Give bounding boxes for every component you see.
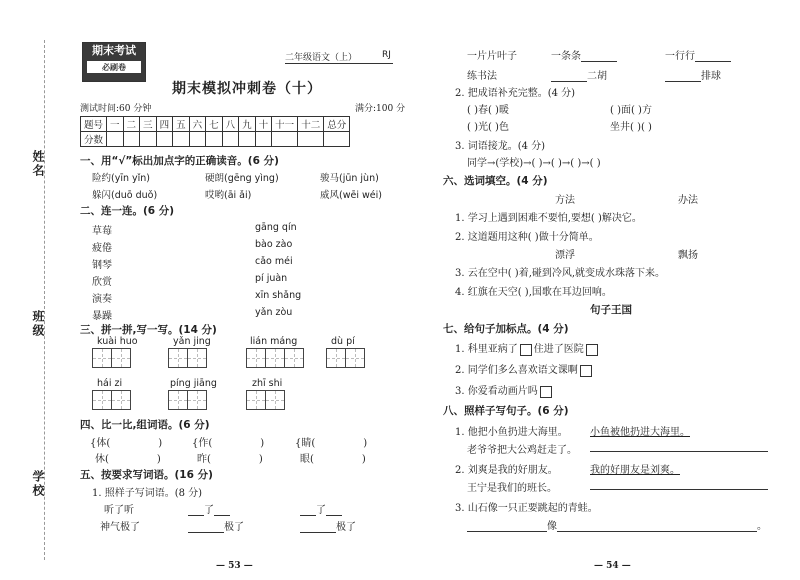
question-2-title: 2. 把成语补充完整。(4 分) [455, 88, 576, 99]
verb-item[interactable]: 二胡 [551, 67, 607, 82]
section-1-title: 一、用“√”标出加点字的正确读音。(6 分) [80, 155, 279, 167]
class-field-label: 班级 [31, 310, 45, 338]
rewrite-prompt: 王宁是我们的班长。 [467, 483, 557, 494]
score-cell: 七 [206, 117, 223, 132]
pronunciation-item[interactable]: 硬朗(gēng yìng) [205, 173, 279, 184]
section-5-title: 五、按要求写词语。(16 分) [80, 469, 213, 481]
score-entry[interactable] [206, 132, 223, 147]
score-cell: 一 [107, 117, 124, 132]
example-sentence: 2. 刘爽是我的好朋友。 [455, 465, 558, 476]
fill-word[interactable]: 极了 [188, 518, 244, 533]
match-right-item[interactable]: gāng qín [255, 222, 297, 233]
measure-word-example: 一片片叶子 [467, 51, 517, 62]
score-cell: 题号 [81, 117, 107, 132]
score-cell: 三 [140, 117, 157, 132]
question-3-title: 3. 词语接龙。(4 分) [455, 141, 546, 152]
grade-label: 二年级语文（上） [285, 50, 393, 64]
pronunciation-item[interactable]: 哎哟(āi ǎi) [205, 190, 252, 201]
score-cell: 二 [123, 117, 140, 132]
writing-grid[interactable] [326, 348, 364, 368]
writing-grid[interactable] [246, 390, 284, 410]
score-entry[interactable] [239, 132, 256, 147]
punctuation-sentence[interactable]: 1. 科里亚病了 住进了医院 [455, 340, 600, 356]
score-cell: 十二 [298, 117, 324, 132]
score-cell: 八 [222, 117, 239, 132]
score-entry[interactable] [173, 132, 190, 147]
score-header-row [81, 117, 350, 132]
writing-grid[interactable] [168, 348, 206, 368]
fill-word[interactable]: 极了 [300, 518, 356, 533]
score-cell: 六 [189, 117, 206, 132]
page-number-right: — 54 — [594, 561, 631, 571]
subquestion-title: 1. 照样子写词语。(8 分) [92, 488, 203, 499]
verb-item[interactable]: 排球 [665, 67, 721, 82]
match-right-item[interactable]: cǎo méi [255, 256, 293, 267]
pinyin-prompt: kuài huo [97, 336, 138, 347]
pinyin-prompt: hái zi [97, 378, 123, 389]
writing-grid[interactable] [168, 390, 206, 410]
score-cell: 九 [239, 117, 256, 132]
score-entry[interactable] [255, 132, 272, 147]
example-word: 听了听 [104, 505, 134, 516]
word-choice: 办法 [678, 195, 698, 206]
section-8-title: 八、照样子写句子。(6 分) [443, 405, 569, 417]
compare-item[interactable]: 眼( ) [300, 454, 366, 465]
school-field-label: 学校 [31, 470, 45, 498]
exam-logo [82, 42, 146, 82]
score-entry[interactable] [272, 132, 298, 147]
score-table [80, 116, 350, 147]
section-4-title: 四、比一比,组词语。(6 分) [80, 419, 210, 431]
match-right-item[interactable]: bào zào [255, 239, 293, 250]
score-entry[interactable] [123, 132, 140, 147]
answer-line[interactable]: 像 。 [467, 517, 767, 532]
rewrite-prompt: 老爷爷把大公鸡赶走了。 [467, 445, 577, 456]
measure-word-item[interactable]: 一行行 [665, 47, 731, 62]
match-left-item[interactable]: 暴躁 [92, 311, 112, 322]
word-choice: 方法 [555, 195, 575, 206]
section-2-title: 二、连一连。(6 分) [80, 205, 175, 217]
score-entry[interactable] [324, 132, 350, 147]
fill-sentence[interactable]: 4. 红旗在天空( ),国歌在耳边回响。 [455, 287, 612, 298]
score-entry[interactable] [107, 132, 124, 147]
score-entry[interactable] [189, 132, 206, 147]
compare-item[interactable]: 休( ) [95, 454, 161, 465]
score-entry[interactable] [298, 132, 324, 147]
page-number-left: — 53 — [216, 561, 253, 571]
punctuation-sentence[interactable]: 3. 你爱看动画片吗 [455, 382, 554, 398]
compare-item[interactable]: {睛( ) [295, 438, 368, 449]
score-cell: 十 [255, 117, 272, 132]
logo-sub: 必刷卷 [87, 61, 141, 73]
match-right-item[interactable]: yǎn zòu [255, 307, 293, 318]
section-6-title: 六、选词填空。(4 分) [443, 175, 548, 187]
score-row-label: 分数 [81, 132, 107, 147]
word-chain[interactable]: 同学→(学校)→( )→( )→( )→( ) [467, 158, 601, 169]
pronunciation-item[interactable]: 骏马(jūn jùn) [320, 173, 379, 184]
idiom-item[interactable]: ( )春( )暖 [467, 105, 509, 116]
example-answer: 我的好朋友是刘爽。 [590, 465, 680, 476]
exam-title: 期末模拟冲刺卷（十） [172, 81, 322, 97]
match-left-item[interactable]: 钢琴 [92, 260, 112, 271]
writing-grid[interactable] [246, 348, 303, 368]
match-left-item[interactable]: 欣赏 [92, 277, 112, 288]
fill-sentence[interactable]: 3. 云在空中( )着,碰到冷风,就变成水珠落下来。 [455, 268, 666, 279]
idiom-item[interactable]: ( )光( )色 [467, 122, 509, 133]
logo-main: 期末考试 [92, 44, 136, 57]
compare-item[interactable]: {体( ) [90, 438, 163, 449]
idiom-item[interactable]: 坐井( )( ) [610, 122, 652, 133]
score-cell: 五 [173, 117, 190, 132]
score-cell: 十一 [272, 117, 298, 132]
section-3-title: 三、拼一拼,写一写。(14 分) [80, 324, 217, 336]
compare-item[interactable]: {作( ) [192, 438, 265, 449]
pinyin-prompt: píng jiāng [170, 378, 217, 389]
match-left-item[interactable]: 演奏 [92, 294, 112, 305]
name-field-label: 姓名 [31, 150, 45, 178]
match-right-item[interactable]: xīn shǎng [255, 290, 302, 301]
score-entry[interactable] [140, 132, 157, 147]
example-sentence: 1. 他把小鱼扔进大海里。 [455, 427, 568, 438]
score-cell: 四 [156, 117, 173, 132]
example-word: 神气极了 [100, 522, 140, 533]
pronunciation-item[interactable]: 险约(yīn yǐn) [92, 173, 150, 184]
word-choice: 飘扬 [678, 250, 698, 261]
fill-sentence[interactable]: 1. 学习上遇到困难不要怕,要想( )解决它。 [455, 213, 642, 224]
match-left-item[interactable]: 草莓 [92, 226, 112, 237]
full-score: 满分:100 分 [355, 104, 406, 114]
score-entry[interactable] [156, 132, 173, 147]
verb-item[interactable]: 练书法 [467, 71, 497, 82]
example-answer: 小鱼被他扔进大海里。 [590, 427, 690, 438]
pinyin-prompt: lián máng [250, 336, 298, 347]
pinyin-prompt: zhī shi [252, 378, 283, 389]
writing-grid[interactable] [92, 348, 130, 368]
pronunciation-item[interactable]: 躲闪(duō duǒ) [92, 190, 158, 201]
section-heading: 句子王国 [590, 304, 632, 316]
answer-line[interactable] [590, 441, 768, 452]
pinyin-prompt: yǎn jing [173, 336, 211, 347]
fill-sentence[interactable]: 2. 这道题用这种( )做十分简单。 [455, 232, 599, 243]
pinyin-prompt: dù pí [331, 336, 355, 347]
score-cell: 总分 [324, 117, 350, 132]
section-7-title: 七、给句子加标点。(4 分) [443, 323, 569, 335]
test-time: 测试时间:60 分钟 [80, 104, 152, 114]
writing-grid[interactable] [92, 390, 130, 410]
match-left-item[interactable]: 疲倦 [92, 243, 112, 254]
fill-word[interactable]: 了 [300, 501, 342, 516]
pronunciation-item[interactable]: 威风(wēi wéi) [320, 190, 382, 201]
word-choice: 漂浮 [555, 250, 575, 261]
score-value-row [81, 132, 350, 147]
example-sentence: 3. 山石像一只正要跳起的青蛙。 [455, 503, 598, 514]
idiom-item[interactable]: ( )面( )方 [610, 105, 652, 116]
measure-word-item[interactable]: 一条条 [551, 47, 617, 62]
edition-label: RJ [382, 50, 391, 60]
answer-line[interactable] [590, 479, 768, 490]
binding-strip [0, 0, 64, 580]
punctuation-sentence[interactable]: 2. 同学们多么喜欢语文课啊 [455, 361, 594, 377]
fill-word[interactable]: 了 [188, 501, 230, 516]
compare-item[interactable]: 昨( ) [197, 454, 263, 465]
match-right-item[interactable]: pí juàn [255, 273, 288, 284]
score-entry[interactable] [222, 132, 239, 147]
